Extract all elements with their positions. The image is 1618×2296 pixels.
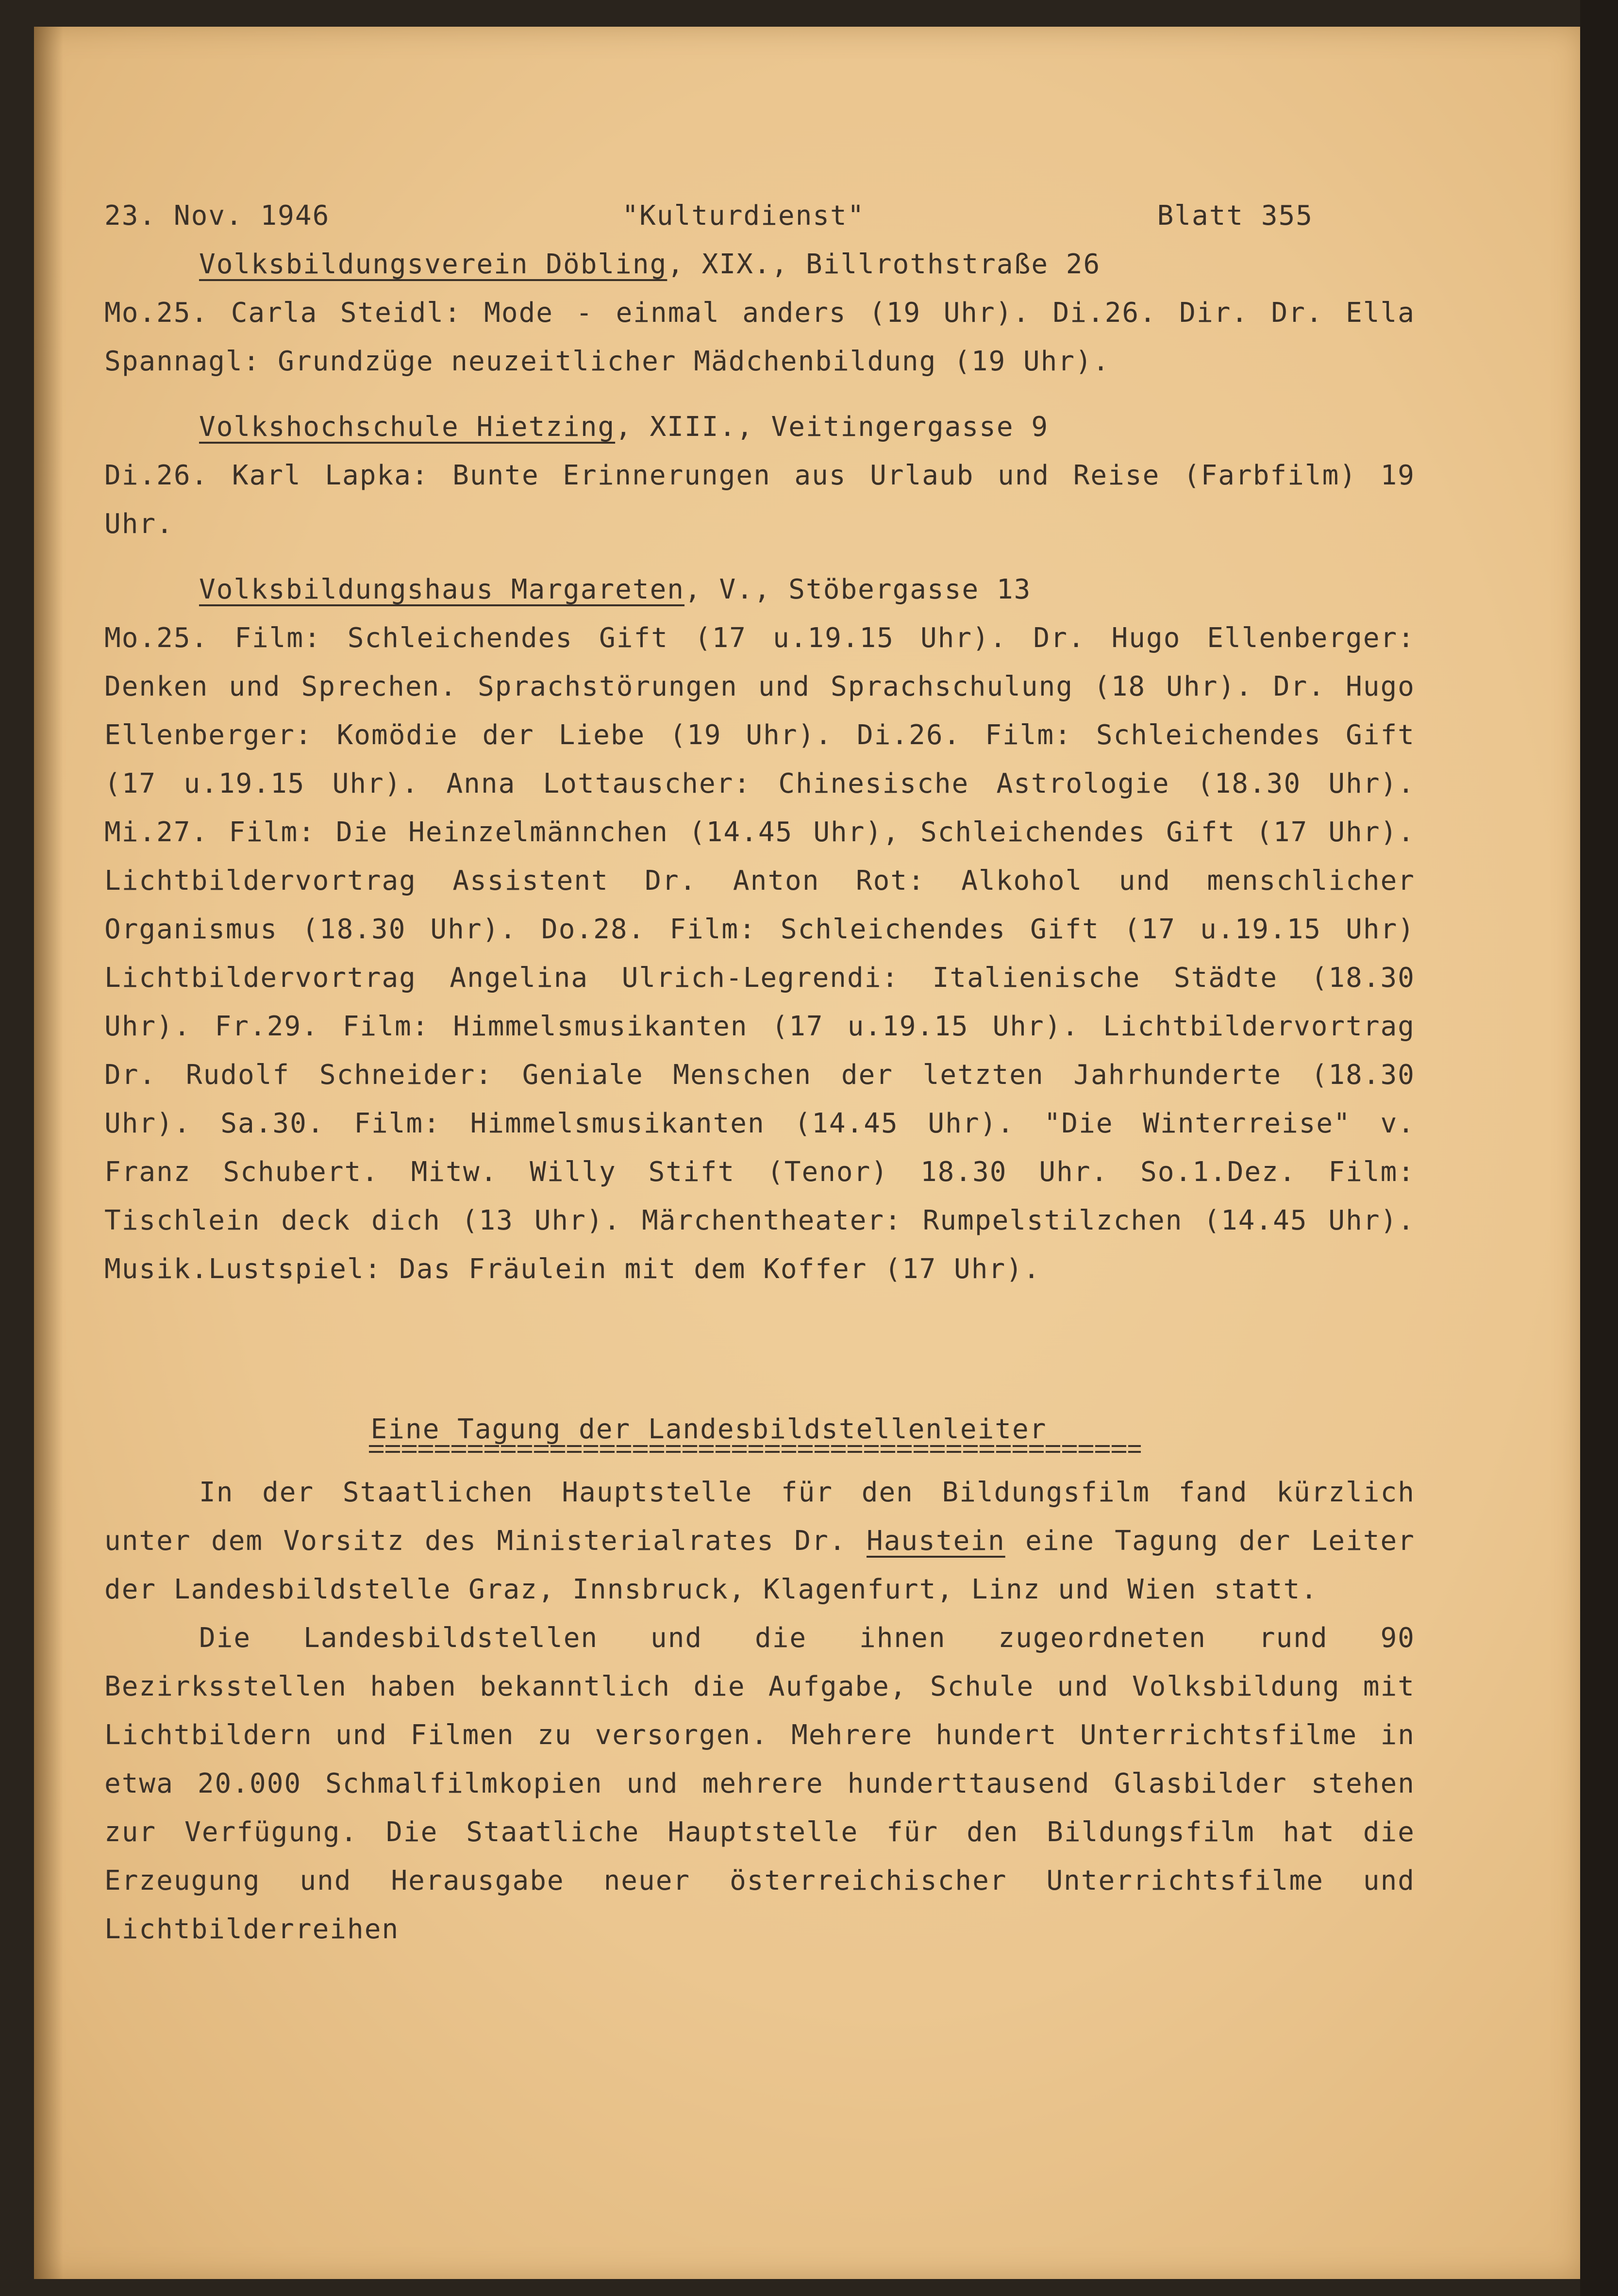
header-publication: "Kulturdienst" <box>622 200 865 232</box>
scan-edge <box>1580 0 1618 2296</box>
header-date: 23. Nov. 1946 <box>104 200 330 232</box>
spacer <box>104 386 1415 403</box>
venue-entry-doebling <box>104 240 1415 289</box>
venue-heading: Volkshochschule Hietzing <box>199 411 616 443</box>
venue-heading: Volksbildungshaus Margareten <box>199 574 685 605</box>
title-double-rule <box>369 1445 1141 1460</box>
spacer <box>104 1294 1415 1405</box>
page-header <box>104 192 1313 240</box>
venue-address: , XIX., Billrothstraße 26 <box>667 249 1101 280</box>
venue-program: Mo.25. Carla Steidl: Mode - einmal anders (19 Uhr). Di.26. Dir. Dr. Ella Spannagl: Grundzüge neuzeitlicher Mädchenbildung (19 Uhr). <box>104 297 1415 377</box>
article-paragraph-1: In der Staatlichen Hauptstelle für den Bildungsfilm fand kürzlich unter dem Vorsitz des Ministerialrates Dr. Haustein eine Tagung der Leiter der Landesbildstelle Graz, Innsbruck, Klagenfurt, Linz und Wien statt. <box>104 1477 1415 1605</box>
binding-shadow <box>34 27 63 2279</box>
venue-program: Mo.25. Film: Schleichendes Gift (17 u.19.15 Uhr). Dr. Hugo Ellenberger: Denken und Sprechen. Sprachstörungen und Sprachschulung (18 Uhr). Dr. Hugo Ellenberger: Komödie der Liebe (19 Uhr). Di.26. Film: Schleichendes Gift (17 u.19.15 Uhr). Anna Lottauscher: Chinesische Astrologie (18.30 Uhr). Mi.27. Film: Die Heinzelmännchen (14.45 Uhr), Schleichendes Gift (17 Uhr). Lichtbildervortrag Assistent Dr. Anton Rot: Alkohol und menschlicher Organismus (18.30 Uhr). Do.28. Film: Schleichendes Gift (17 u.19.15 Uhr) Lichtbildervortrag Angelina Ulrich-Legrendi: Italienische Städte (18.30 Uhr). Fr.29. Film: Himmelsmusikanten (17 u.19.15 Uhr). Lichtbildervortrag Dr. Rudolf Schneider: Geniale Menschen der letzten Jahrhunderte (18.30 Uhr). Sa.30. Film: Himmelsmusikanten (14.45 Uhr). "Die Winterreise" v. Franz Schubert. Mitw. Willy Stift (Tenor) 18.30 Uhr. So.1.Dez. Film: Tischlein deck dich (13 Uhr). Märchentheater: Rumpelstilzchen (14.45 Uhr). Musik.Lustspiel: Das Fräulein mit dem Koffer (17 Uhr). <box>104 622 1415 1285</box>
article-title: Eine Tagung der Landesbildstellenleiter <box>370 1414 1047 1445</box>
document-page <box>104 192 1415 1954</box>
venue-address: , XIII., Veitingergasse 9 <box>615 411 1049 443</box>
article-paragraph-2: Die Landesbildstellen und die ihnen zugeordneten rund 90 Bezirksstellen haben bekanntlich die Aufgabe, Schule und Volksbildung mit Lichtbildern und Filmen zu versorgen. Mehrere hundert Unterrichtsfilme in etwa 20.000 Schmalfilmkopien und mehrere hunderttausend Glasbilder stehen zur Verfügung. Die Staatliche Hauptstelle für den Bildungsfilm hat die Erzeugung und Herausgabe neuer österreichischer Unterrichtsfilme und Lichtbilderreihen <box>104 1622 1415 1945</box>
spacer <box>104 549 1415 566</box>
venue-entry-margareten <box>104 566 1415 614</box>
person-name: Haustein <box>867 1525 1005 1557</box>
header-sheet-number: Blatt 355 <box>1157 200 1313 232</box>
venue-entry-hietzing <box>104 403 1415 451</box>
venue-heading: Volksbildungsverein Döbling <box>199 249 667 280</box>
venue-program: Di.26. Karl Lapka: Bunte Erinnerungen aus Urlaub und Reise (Farbfilm) 19 Uhr. <box>104 460 1415 540</box>
venue-address: , V., Stöbergasse 13 <box>684 574 1032 605</box>
